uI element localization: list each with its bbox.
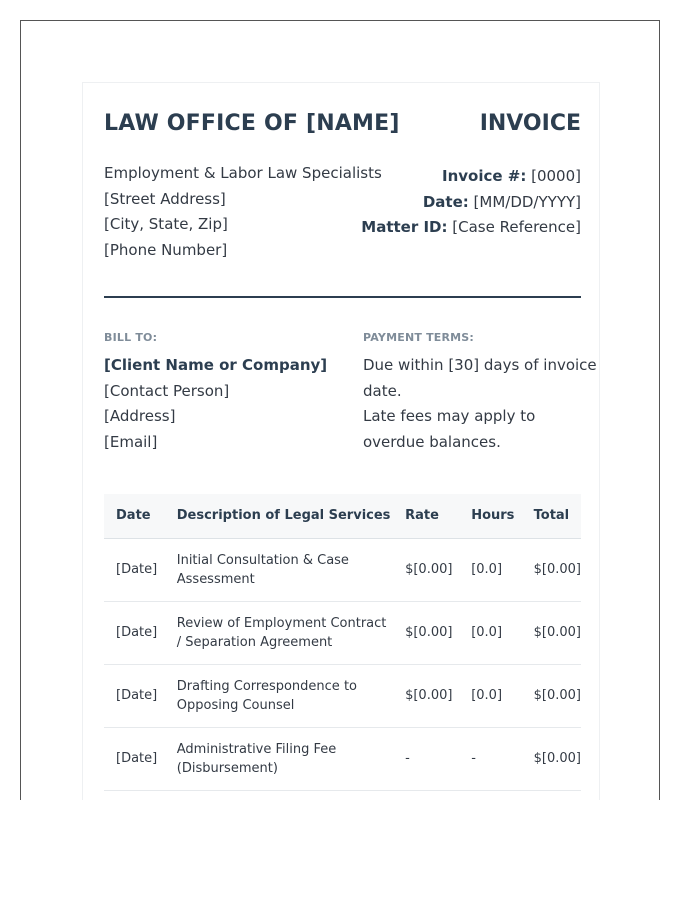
invoice-date-label: Date: [422, 192, 469, 211]
services-table [104, 494, 581, 791]
invoice-date-value: [MM/DD/YYYY] [473, 192, 581, 211]
cell-hours: [0.0] [459, 601, 521, 664]
invoice-number-value: [0000] [531, 167, 581, 185]
table-row [104, 538, 581, 601]
description-line: Review of Employment Contract [176, 615, 387, 631]
payment-terms-line: overdue balances. [363, 432, 501, 451]
cell-description [165, 538, 393, 601]
cell-description [165, 601, 393, 664]
document-frame [20, 20, 660, 800]
column-header-rate: Rate [393, 494, 459, 538]
payment-terms-section [363, 331, 597, 455]
client-email: [Email] [104, 432, 158, 451]
payment-terms-line: Late fees may apply to [363, 407, 536, 425]
cell-total: $[0.00] [522, 601, 581, 664]
payment-terms-text [363, 353, 597, 455]
cell-rate: $[0.00] [393, 538, 459, 601]
bill-to-section [104, 331, 344, 455]
description-line: Assessment [176, 571, 255, 587]
matter-id-value: [Case Reference] [452, 218, 581, 236]
cell-total: $[0.00] [522, 664, 581, 727]
cell-date: [Date] [104, 664, 165, 727]
table-row [104, 727, 581, 790]
column-header-date: Date [104, 494, 165, 538]
matter-id-label: Matter ID: [361, 218, 448, 236]
table-row [104, 601, 581, 664]
firm-street: [Street Address] [104, 189, 226, 208]
firm-name: LAW OFFICE OF [NAME] [104, 111, 400, 136]
table-header-row [104, 494, 581, 538]
description-line: Administrative Filing Fee [176, 741, 337, 757]
description-line: (Disbursement) [176, 760, 278, 776]
table-row [104, 664, 581, 727]
firm-tagline: Employment & Labor Law Specialists [104, 164, 382, 182]
bill-to-details [104, 353, 344, 455]
cell-date: [Date] [104, 727, 165, 790]
cell-date: [Date] [104, 538, 165, 601]
firm-city: [City, State, Zip] [104, 215, 228, 233]
client-address: [Address] [104, 407, 176, 425]
cell-total: $[0.00] [522, 727, 581, 790]
cell-rate: $[0.00] [393, 664, 459, 727]
invoice-sheet [82, 82, 600, 800]
invoice-title: INVOICE [479, 111, 581, 136]
cell-total: $[0.00] [522, 538, 581, 601]
description-line: Initial Consultation & Case [176, 552, 349, 568]
cell-rate: $[0.00] [393, 601, 459, 664]
payment-terms-line: Due within [30] days of invoice [363, 356, 597, 374]
bill-to-label: BILL TO: [104, 331, 158, 344]
invoice-date-line [361, 190, 581, 216]
cell-hours: - [459, 727, 521, 790]
cell-description [165, 727, 393, 790]
matter-id-line [361, 215, 581, 241]
firm-phone: [Phone Number] [104, 240, 228, 259]
description-line: Opposing Counsel [176, 697, 295, 713]
payment-terms-line: date. [363, 381, 402, 400]
description-line: / Separation Agreement [176, 634, 333, 650]
description-line: Drafting Correspondence to [176, 678, 357, 694]
cell-rate: - [393, 727, 459, 790]
column-header-description: Description of Legal Services [165, 494, 393, 538]
payment-terms-label: PAYMENT TERMS: [363, 331, 475, 344]
invoice-number-line [361, 164, 581, 190]
cell-hours: [0.0] [459, 538, 521, 601]
invoice-header [104, 111, 581, 141]
cell-hours: [0.0] [459, 664, 521, 727]
cell-description [165, 664, 393, 727]
column-header-hours: Hours [459, 494, 521, 538]
column-header-total: Total [522, 494, 581, 538]
invoice-number-label: Invoice #: [441, 167, 527, 185]
client-name: [Client Name or Company] [104, 356, 328, 374]
invoice-meta [361, 164, 581, 241]
header-divider [104, 296, 581, 298]
firm-info [104, 161, 382, 263]
cell-date: [Date] [104, 601, 165, 664]
contact-person: [Contact Person] [104, 381, 230, 400]
